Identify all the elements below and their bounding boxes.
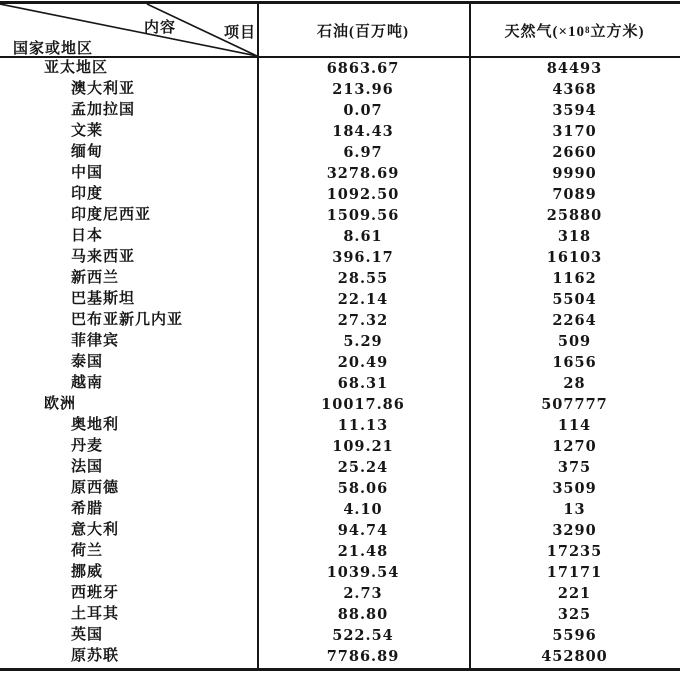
row-name-cell: 巴布亚新几内亚: [71, 312, 184, 328]
gas-value-cell: 3290: [552, 522, 597, 539]
oil-column-header: 石油(百万吨): [317, 23, 409, 40]
gas-header-suffix: 立方米): [590, 23, 645, 40]
row-name-cell: 巴基斯坦: [71, 291, 136, 307]
corner-label-region: 国家或地区: [13, 41, 94, 57]
table-row: [0, 415, 680, 436]
oil-value-cell: 20.49: [337, 354, 389, 371]
table-row: [0, 247, 680, 268]
oil-value-cell: 109.21: [332, 438, 394, 455]
oil-value-cell: 10017.86: [321, 396, 405, 413]
table-row: [0, 583, 680, 604]
table-row: [0, 121, 680, 142]
gas-value-cell: 1162: [552, 270, 597, 287]
row-name-cell: 西班牙: [71, 585, 120, 601]
row-name-cell: 马来西亚: [71, 249, 136, 265]
table-row: [0, 58, 680, 79]
gas-value-cell: 5504: [552, 291, 597, 308]
row-name-cell: 原苏联: [71, 648, 120, 664]
gas-value-cell: 3594: [552, 102, 597, 119]
row-name-cell: 欧洲: [44, 396, 77, 412]
gas-value-cell: 114: [557, 417, 592, 434]
gas-value-cell: 325: [557, 606, 592, 623]
row-name-cell: 澳大利亚: [71, 81, 136, 97]
row-name-cell: 菲律宾: [71, 333, 120, 349]
corner-label-content: 内容: [144, 20, 177, 36]
gas-value-cell: 84493: [546, 60, 603, 77]
oil-value-cell: 184.43: [332, 123, 394, 140]
table-row: [0, 268, 680, 289]
table-row: [0, 457, 680, 478]
gas-value-cell: 375: [557, 459, 592, 476]
diagonal-corner-cell: [0, 4, 257, 56]
row-name-cell: 越南: [71, 375, 104, 391]
oil-value-cell: 396.17: [332, 249, 394, 266]
oil-value-cell: 1039.54: [326, 564, 400, 581]
oil-value-cell: 58.06: [337, 480, 389, 497]
oil-value-cell: 68.31: [337, 375, 389, 392]
gas-value-cell: 28: [563, 375, 586, 392]
table-row: [0, 310, 680, 331]
row-name-cell: 印度: [71, 186, 104, 202]
table-row: [0, 79, 680, 100]
gas-value-cell: 1656: [552, 354, 597, 371]
table-row: [0, 499, 680, 520]
gas-value-cell: 507777: [541, 396, 608, 413]
table-row: [0, 562, 680, 583]
table-row: [0, 289, 680, 310]
oil-value-cell: 22.14: [337, 291, 389, 308]
oil-value-cell: 4.10: [343, 501, 383, 518]
row-name-cell: 英国: [71, 627, 104, 643]
gas-value-cell: 318: [557, 228, 592, 245]
row-name-cell: 意大利: [71, 522, 120, 538]
oil-value-cell: 8.61: [343, 228, 383, 245]
oil-value-cell: 5.29: [343, 333, 383, 350]
oil-value-cell: 21.48: [337, 543, 389, 560]
oil-value-cell: 1092.50: [326, 186, 400, 203]
table-row: [0, 541, 680, 562]
row-name-cell: 泰国: [71, 354, 104, 370]
table-row: [0, 100, 680, 121]
oil-value-cell: 213.96: [332, 81, 394, 98]
row-name-cell: 希腊: [71, 501, 104, 517]
table-row: [0, 520, 680, 541]
oil-value-cell: 3278.69: [326, 165, 400, 182]
gas-value-cell: 17171: [546, 564, 603, 581]
oil-value-cell: 522.54: [332, 627, 394, 644]
row-name-cell: 奥地利: [71, 417, 120, 433]
gas-value-cell: 2264: [552, 312, 597, 329]
gas-value-cell: 9990: [552, 165, 597, 182]
oil-value-cell: 0.07: [343, 102, 383, 119]
row-name-cell: 荷兰: [71, 543, 104, 559]
table-row: [0, 373, 680, 394]
oil-value-cell: 7786.89: [326, 648, 400, 665]
row-name-cell: 孟加拉国: [71, 102, 136, 118]
table-row: [0, 184, 680, 205]
gas-value-cell: 17235: [546, 543, 603, 560]
table-row: [0, 205, 680, 226]
oil-value-cell: 27.32: [337, 312, 389, 329]
row-name-cell: 中国: [71, 165, 104, 181]
row-name-cell: 缅甸: [71, 144, 104, 160]
table-row: [0, 142, 680, 163]
oil-value-cell: 94.74: [337, 522, 389, 539]
row-name-cell: 印度尼西亚: [71, 207, 152, 223]
table-row: [0, 646, 680, 667]
row-name-cell: 文莱: [71, 123, 104, 139]
gas-value-cell: 3170: [552, 123, 597, 140]
table-row: [0, 226, 680, 247]
oil-value-cell: 2.73: [343, 585, 383, 602]
row-name-cell: 挪威: [71, 564, 104, 580]
gas-value-cell: 13: [563, 501, 586, 518]
oil-value-cell: 25.24: [337, 459, 389, 476]
row-name-cell: 新西兰: [71, 270, 120, 286]
row-name-cell: 丹麦: [71, 438, 104, 454]
table-row: [0, 604, 680, 625]
gas-column-header: 天然气(×10 8 立方米): [469, 4, 680, 56]
oil-value-cell: 88.80: [337, 606, 389, 623]
table-row: [0, 163, 680, 184]
row-name-cell: 原西德: [71, 480, 120, 496]
table-row: [0, 331, 680, 352]
row-name-cell: 亚太地区: [44, 60, 109, 76]
table-row: [0, 478, 680, 499]
oil-value-cell: 6.97: [343, 144, 383, 161]
corner-label-item: 项目: [224, 25, 257, 41]
table-header: [0, 4, 680, 56]
table-bottom-rule: [0, 668, 680, 671]
gas-value-cell: 3509: [552, 480, 597, 497]
table-row: [0, 352, 680, 373]
table-row: [0, 625, 680, 646]
oil-value-cell: 28.55: [337, 270, 389, 287]
gas-value-cell: 452800: [541, 648, 608, 665]
table-body: [0, 58, 680, 667]
table-row: [0, 436, 680, 457]
gas-value-cell: 4368: [552, 81, 597, 98]
table-row: [0, 394, 680, 415]
gas-value-cell: 2660: [552, 144, 597, 161]
oil-value-cell: 11.13: [337, 417, 389, 434]
row-name-cell: 法国: [71, 459, 104, 475]
gas-value-cell: 5596: [552, 627, 597, 644]
gas-value-cell: 16103: [546, 249, 603, 266]
oil-value-cell: 6863.67: [326, 60, 400, 77]
gas-value-cell: 1270: [552, 438, 597, 455]
row-name-cell: 日本: [71, 228, 104, 244]
oil-value-cell: 1509.56: [326, 207, 400, 224]
row-name-cell: 土耳其: [71, 606, 120, 622]
gas-value-cell: 221: [557, 585, 592, 602]
gas-value-cell: 25880: [546, 207, 603, 224]
gas-value-cell: 7089: [552, 186, 597, 203]
gas-value-cell: 509: [557, 333, 592, 350]
gas-header-prefix: 天然气(×10: [504, 23, 586, 40]
